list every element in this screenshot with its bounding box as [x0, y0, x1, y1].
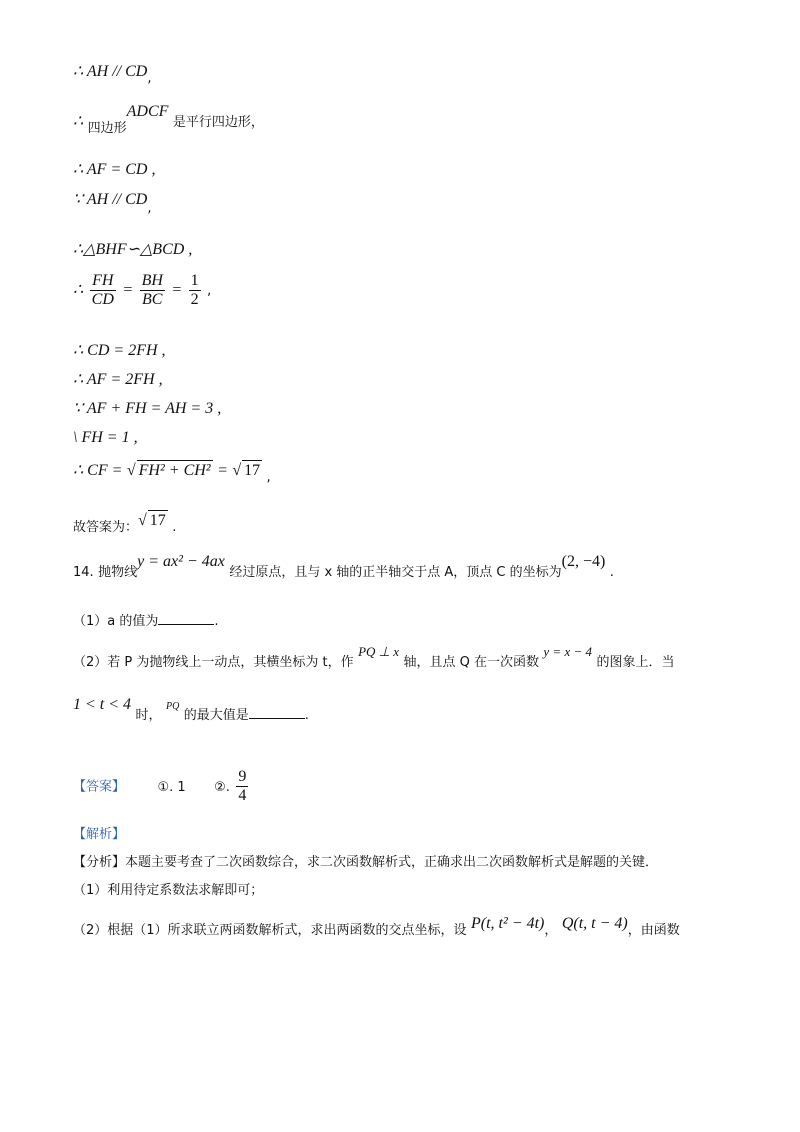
solution-line-1: [73, 62, 152, 86]
comma: ,: [147, 201, 152, 216]
question-part-2-cont: [73, 696, 309, 727]
sqrt-17: 17: [244, 462, 261, 479]
answer-2-fraction: $\frac{9}{4}$: [238, 768, 247, 804]
vertex-coordinates: (2, −4): [561, 553, 606, 570]
answer-blank-2[interactable]: [249, 704, 305, 719]
fraction-fh-cd: $\frac{FH}{CD}$: [91, 272, 114, 308]
question-part-2: [73, 644, 675, 673]
fraction-one-half: $\frac{1}{2}$: [190, 272, 199, 308]
solution-line-4: [73, 190, 152, 216]
text: （2）根据（1）所求联立两函数解析式，求出两函数的交点坐标，设: [73, 923, 467, 938]
answer-2-label: ②.: [214, 779, 230, 795]
question-number: 14.: [73, 565, 94, 580]
answer-blank-1[interactable]: [158, 610, 214, 625]
math-expr: ∴ AF = 2FH ,: [73, 371, 163, 388]
math-expr: ∴ AH // CD: [73, 63, 148, 80]
text: 经过原点，且与 x 轴的正半轴交于点 A，顶点 C 的坐标为: [229, 565, 562, 580]
text: 【分析】本题主要考查了二次函数综合，求二次函数解析式，正确求出二次函数解析式是解题的关键．: [73, 855, 659, 870]
answer-1: ①. 1: [157, 779, 186, 795]
answer-label: 故答案为：: [73, 520, 139, 535]
question-part-1: [73, 610, 219, 632]
solution-line-10: [73, 428, 138, 448]
math-expr: ∵ AH // CD: [73, 191, 148, 208]
text: 轴，且点 Q 在一次函数: [403, 655, 539, 670]
period: .: [214, 614, 219, 629]
therefore-symbol: ∴: [73, 113, 84, 130]
fraction-bh-bc: $\frac{BH}{BC}$: [141, 272, 163, 308]
solution-line-8: [73, 370, 163, 390]
text: （2）若 P 为抛物线上一动点，其横坐标为 t，作: [73, 655, 354, 670]
answer-line: [73, 768, 250, 805]
solution-line-6: ∴ $\frac{FH}{CD}$ = $\frac{BH}{BC}$ = $\frac{1}{2}$ ,: [73, 272, 212, 308]
text: 的最大值是: [183, 708, 249, 723]
solution-line-3: [73, 160, 155, 180]
text: 时，: [135, 708, 162, 723]
text: ，由函数: [627, 923, 680, 938]
period: .: [304, 708, 309, 723]
text: （1）a 的值为: [73, 614, 159, 629]
t-range: 1 < t < 4: [73, 696, 132, 713]
parabola-formula: y = ax² − 4ax: [137, 553, 225, 570]
math-expr: \ FH = 1 ,: [73, 429, 138, 446]
text: 抛物线: [98, 565, 138, 580]
period: .: [609, 565, 614, 580]
therefore-symbol: ∴: [73, 281, 84, 299]
analysis-p3: [73, 915, 680, 941]
sqrt-17: 17: [149, 512, 166, 529]
comma: ,: [147, 71, 152, 86]
comma: ,: [266, 470, 271, 485]
pq-label: PQ: [165, 701, 180, 712]
text: 是平行四边形，: [172, 115, 264, 130]
analysis-tag: 【解析】: [73, 827, 126, 842]
analysis-p2: [73, 880, 263, 901]
pq-perp-x: PQ ⊥ x: [358, 644, 399, 659]
solution-line-11: ∴ CF = √ FH² + CH² = √ 17 ,: [73, 462, 271, 485]
equals: =: [217, 462, 228, 479]
linear-function: y = x − 4: [543, 644, 592, 659]
comma: ，: [544, 923, 558, 938]
final-answer-line: 故答案为：√ 17 .: [73, 512, 177, 535]
solution-line-5: [73, 240, 192, 260]
analysis-p1: [73, 852, 658, 873]
math-expr: ∵ AF + FH = AH = 3 ,: [73, 400, 222, 417]
point-q: Q(t, t − 4): [561, 915, 628, 932]
math-expr: ∴ CF =: [73, 462, 123, 479]
comma: ,: [207, 283, 212, 299]
math-expr: ∴ CD = 2FH ,: [73, 342, 166, 359]
text: （1）利用待定系数法求解即可；: [73, 883, 264, 898]
solution-line-2: [73, 103, 264, 136]
point-p: P(t, t² − 4t): [471, 915, 545, 932]
analysis-tag-line: [73, 824, 125, 845]
sqrt-expression: FH² + CH²: [138, 462, 211, 479]
text: 的图象上．当: [596, 655, 675, 670]
text: 四边形: [87, 121, 127, 136]
solution-line-9: [73, 399, 221, 419]
math-expr: ∴ AF = CD ,: [73, 161, 156, 178]
math-expr: ADCF: [126, 103, 169, 120]
math-expr: ∴△BHF∽△BCD ,: [73, 241, 193, 258]
answer-tag: 【答案】: [73, 779, 126, 795]
period: .: [172, 520, 177, 535]
question-14: [73, 553, 614, 583]
solution-line-7: [73, 341, 166, 361]
